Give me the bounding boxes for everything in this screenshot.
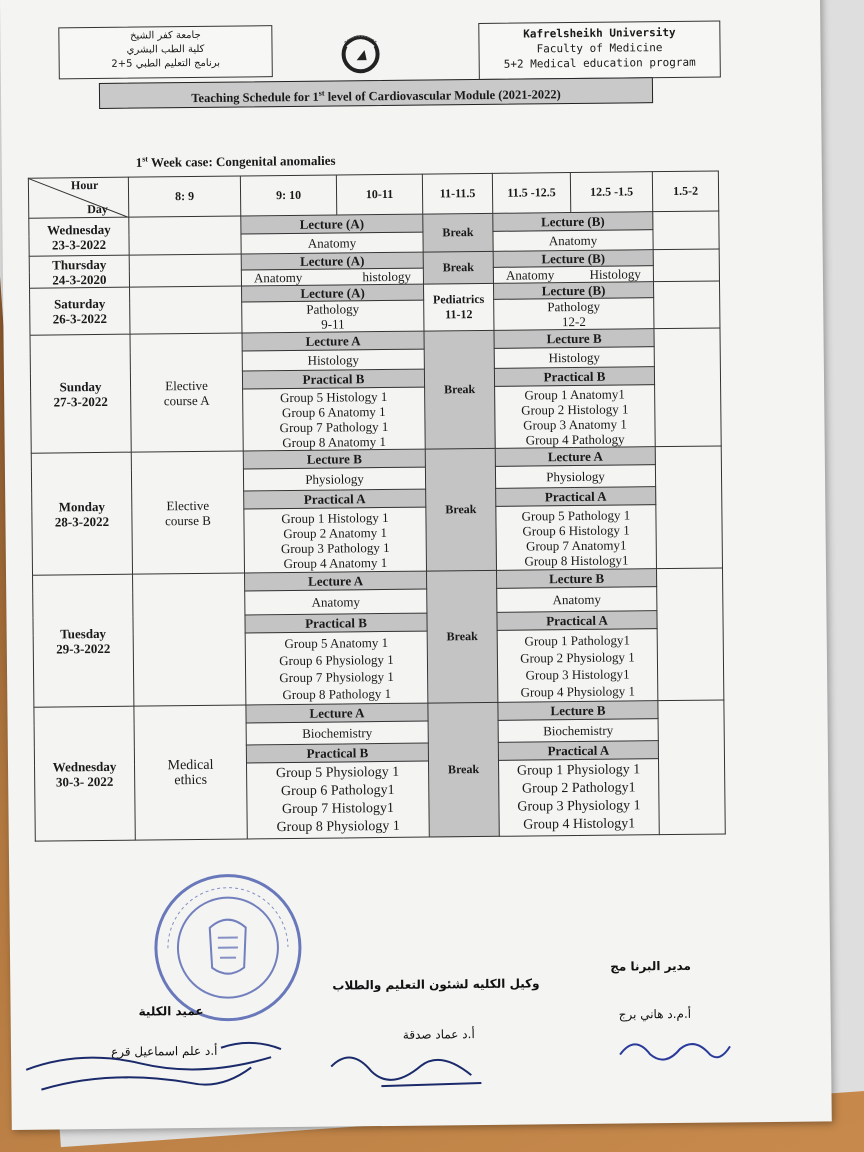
day-name: Thursday xyxy=(52,256,107,272)
program-name: 5+2 Medical education program xyxy=(503,55,696,71)
time-8-9: 8: 9 xyxy=(128,176,240,217)
empty-cell xyxy=(653,249,719,282)
director-title: مدير البرنا مج xyxy=(610,958,691,974)
day-name: Sunday xyxy=(59,378,102,394)
day-label: Day xyxy=(87,201,108,217)
elective-cell xyxy=(131,451,244,574)
day-date: 29-3-2022 xyxy=(56,640,111,656)
group-line: Group 5 Histology 1 xyxy=(279,388,388,405)
break-cell: Break xyxy=(423,213,493,252)
group-line: Group 7 Pathology 1 xyxy=(279,418,389,435)
groups-cell xyxy=(244,507,427,573)
empty-cell xyxy=(653,281,719,329)
lecture-header: Lecture (B) xyxy=(493,212,653,232)
schedule-table xyxy=(28,170,726,841)
empty-cell xyxy=(655,446,722,569)
time-11-11-5: 11-11.5 xyxy=(422,173,492,214)
subject-pathology: Pathology xyxy=(547,298,601,315)
group-line: Group 2 Anatomy 1 xyxy=(283,524,387,541)
group-line: Group 1 Physiology 1 xyxy=(516,761,641,779)
subject-cell xyxy=(493,266,653,284)
arabic-faculty: كلية الطب البشري xyxy=(126,43,205,56)
english-header-box xyxy=(478,20,721,80)
title-sup: st xyxy=(318,88,325,98)
subject-cell: Anatomy xyxy=(245,589,427,615)
empty-cell xyxy=(129,254,241,287)
lecture-header: Lecture A xyxy=(246,703,428,723)
practical-header: Practical A xyxy=(497,611,657,631)
group-line: Group 3 Pathology 1 xyxy=(280,539,390,556)
group-line: Group 6 Physiology 1 xyxy=(279,651,394,668)
day-cell xyxy=(33,574,134,707)
break-cell: Break xyxy=(428,702,499,837)
document-title xyxy=(99,77,653,109)
group-line: Group 8 Pathology 1 xyxy=(282,685,392,702)
lecture-header: Lecture A xyxy=(495,447,655,467)
vice-dean-signature xyxy=(321,1035,502,1097)
subject-anatomy: Anatomy xyxy=(253,269,303,286)
groups-cell xyxy=(247,761,430,839)
group-line: Group 7 Physiology 1 xyxy=(279,668,394,685)
faculty-logo xyxy=(336,28,385,77)
practical-header: Practical B xyxy=(494,367,654,387)
group-line: Group 6 Anatomy 1 xyxy=(281,403,386,420)
day-cell xyxy=(31,452,132,575)
vice-dean-title: وكيل الكليه لشئون التعليم والطلاب xyxy=(332,976,540,993)
lecture-header: Lecture (B) xyxy=(493,250,653,268)
time-1-5-2: 1.5-2 xyxy=(652,171,718,212)
subject-cell: Biochemistry xyxy=(498,719,658,743)
elective-line: Elective xyxy=(166,497,210,513)
elective-line: course A xyxy=(163,392,210,408)
group-line: Group 8 Physiology 1 xyxy=(276,818,400,835)
practical-header: Practical B xyxy=(246,743,428,763)
pediatrics-label: Pediatrics xyxy=(432,291,485,307)
lecture-header: Lecture (A) xyxy=(241,214,423,234)
group-line: Group 3 Anatomy 1 xyxy=(523,415,627,433)
elective-line: ethics xyxy=(174,772,208,788)
arabic-university: جامعة كفر الشيخ xyxy=(129,29,201,42)
day-name: Monday xyxy=(58,498,105,514)
faculty-name: Faculty of Medicine xyxy=(536,41,663,56)
day-date: 28-3-2022 xyxy=(54,513,110,529)
subject-cell xyxy=(241,268,423,286)
subject-cell: Histology xyxy=(494,347,654,369)
groups-cell xyxy=(497,629,658,703)
title-post: level of Cardiovascular Module (2021-2022) xyxy=(324,87,561,104)
university-name: Kafrelsheikh University xyxy=(523,25,676,41)
subject-cell: Biochemistry xyxy=(246,721,428,745)
group-line: Group 5 Physiology 1 xyxy=(275,764,400,781)
lecture-header: Lecture B xyxy=(243,449,425,469)
subject-time: 12-2 xyxy=(561,313,586,330)
day-name: Wednesday xyxy=(47,221,111,238)
subject-histology: Histology xyxy=(589,266,641,282)
subject-cell: Histology xyxy=(242,349,424,371)
week-sup: st xyxy=(142,154,149,164)
group-line: Group 8 Histology1 xyxy=(524,551,629,569)
group-line: Group 3 Histology1 xyxy=(525,665,630,683)
elective-cell xyxy=(130,333,243,452)
title-pre: Teaching Schedule for 1 xyxy=(191,89,319,106)
group-line: Group 7 Histology1 xyxy=(281,800,395,817)
practical-header: Practical A xyxy=(496,487,656,507)
group-line: Group 1 Pathology1 xyxy=(524,631,631,649)
empty-cell xyxy=(654,328,721,447)
subject-cell: Anatomy xyxy=(497,587,657,613)
group-line: Group 4 Pathology xyxy=(525,430,625,448)
group-line: Group 1 Anatomy1 xyxy=(524,385,625,403)
day-name: Saturday xyxy=(53,295,106,312)
day-name: Wednesday xyxy=(52,758,117,774)
day-date: 24-3-2020 xyxy=(52,271,107,287)
group-line: Group 4 Histology1 xyxy=(523,815,636,833)
day-date: 27-3-2022 xyxy=(53,393,108,409)
time-9-10: 9: 10 xyxy=(240,175,336,216)
day-date: 26-3-2022 xyxy=(52,310,107,327)
elective-line: Elective xyxy=(165,377,208,393)
break-cell: Break xyxy=(425,448,496,571)
time-12-5-1-5: 12.5 -1.5 xyxy=(570,172,652,213)
hour-label: Hour xyxy=(70,177,99,193)
arabic-header-box xyxy=(58,25,273,79)
day-cell xyxy=(30,287,130,335)
subject-pathology: Pathology xyxy=(306,301,360,317)
arabic-program: برنامج التعليم الطبي 5+2 xyxy=(111,57,221,70)
groups-cell xyxy=(245,631,428,705)
day-date: 23-3-2022 xyxy=(51,236,107,252)
group-line: Group 7 Anatomy1 xyxy=(525,536,627,554)
break-cell: Break xyxy=(423,251,493,284)
director-name: أ.م.د هاني برج xyxy=(618,1006,692,1022)
dean-name: أ.د علم اسماعيل قرع xyxy=(110,1043,218,1059)
director-signature xyxy=(615,1028,735,1069)
subject-cell xyxy=(494,298,654,331)
elective-line: course B xyxy=(164,512,211,528)
empty-cell xyxy=(130,286,242,334)
time-10-11: 10-11 xyxy=(336,174,422,215)
week-post: Week case: Congenital anomalies xyxy=(147,152,336,170)
elective-line: Medical xyxy=(167,757,214,773)
break-cell: Break xyxy=(424,330,495,449)
practical-header: Practical A xyxy=(498,741,658,761)
subject-time: 9-11 xyxy=(321,316,345,332)
week-pre: 1 xyxy=(135,154,143,170)
day-cell xyxy=(30,334,131,453)
practical-header: Practical B xyxy=(245,613,427,633)
group-line: Group 3 Physiology 1 xyxy=(517,797,641,815)
lecture-header: Lecture A xyxy=(242,331,424,351)
groups-cell xyxy=(243,387,426,451)
group-line: Group 6 Pathology1 xyxy=(280,782,395,799)
lecture-header: Lecture B xyxy=(496,569,656,589)
group-line: Group 4 Physiology 1 xyxy=(520,682,636,700)
group-line: Group 4 Anatomy 1 xyxy=(283,554,388,571)
subject-anatomy: Anatomy xyxy=(505,267,555,283)
lecture-header: Lecture A xyxy=(245,571,427,591)
day-date: 30-3- 2022 xyxy=(55,773,114,789)
practical-header: Practical B xyxy=(242,369,424,389)
groups-cell xyxy=(496,505,657,571)
group-line: Group 5 Anatomy 1 xyxy=(284,634,389,651)
empty-cell xyxy=(656,568,723,701)
day-cell xyxy=(29,255,129,288)
empty-cell xyxy=(658,700,725,835)
day-cell xyxy=(29,217,129,256)
vice-dean-name: أ.د عماد صدقة xyxy=(402,1027,475,1042)
group-line: Group 6 Histology 1 xyxy=(522,521,630,539)
empty-cell xyxy=(653,211,719,250)
group-line: Group 5 Pathology 1 xyxy=(521,506,631,524)
day-cell xyxy=(34,706,135,841)
practical-header: Practical A xyxy=(244,489,426,509)
subject-cell xyxy=(242,300,424,333)
dean-signature xyxy=(21,1027,302,1120)
group-line: Group 1 Histology 1 xyxy=(281,509,389,526)
empty-cell xyxy=(129,216,241,255)
subject-histology: histology xyxy=(362,268,411,285)
subject-cell: Physiology xyxy=(243,467,425,491)
pediatrics-cell xyxy=(423,283,493,331)
hour-day-header xyxy=(28,177,128,218)
lecture-header: Lecture (A) xyxy=(242,284,424,302)
groups-cell xyxy=(495,385,656,449)
week-case xyxy=(136,152,336,170)
groups-cell xyxy=(498,759,659,837)
pediatrics-time: 11-12 xyxy=(445,307,473,322)
empty-cell xyxy=(133,573,246,706)
lecture-header: Lecture (B) xyxy=(493,282,653,300)
subject-cell: Physiology xyxy=(495,465,655,489)
day-name: Tuesday xyxy=(60,625,107,641)
group-line: Group 2 Pathology1 xyxy=(521,779,636,797)
break-cell: Break xyxy=(427,570,498,703)
group-line: Group 2 Histology 1 xyxy=(521,400,629,418)
lecture-header: Lecture B xyxy=(494,329,654,349)
group-line: Group 2 Physiology 1 xyxy=(520,648,635,666)
dean-title: عميد الكلية xyxy=(138,1003,204,1019)
lecture-header: Lecture B xyxy=(498,701,658,721)
group-line: Group 8 Anatomy 1 xyxy=(282,433,387,450)
elective-cell xyxy=(134,705,247,840)
time-11-5-12-5: 11.5 -12.5 xyxy=(492,173,570,214)
subject-cell: Anatomy xyxy=(493,230,653,252)
lecture-header: Lecture (A) xyxy=(241,252,423,270)
subject-cell: Anatomy xyxy=(241,232,423,254)
